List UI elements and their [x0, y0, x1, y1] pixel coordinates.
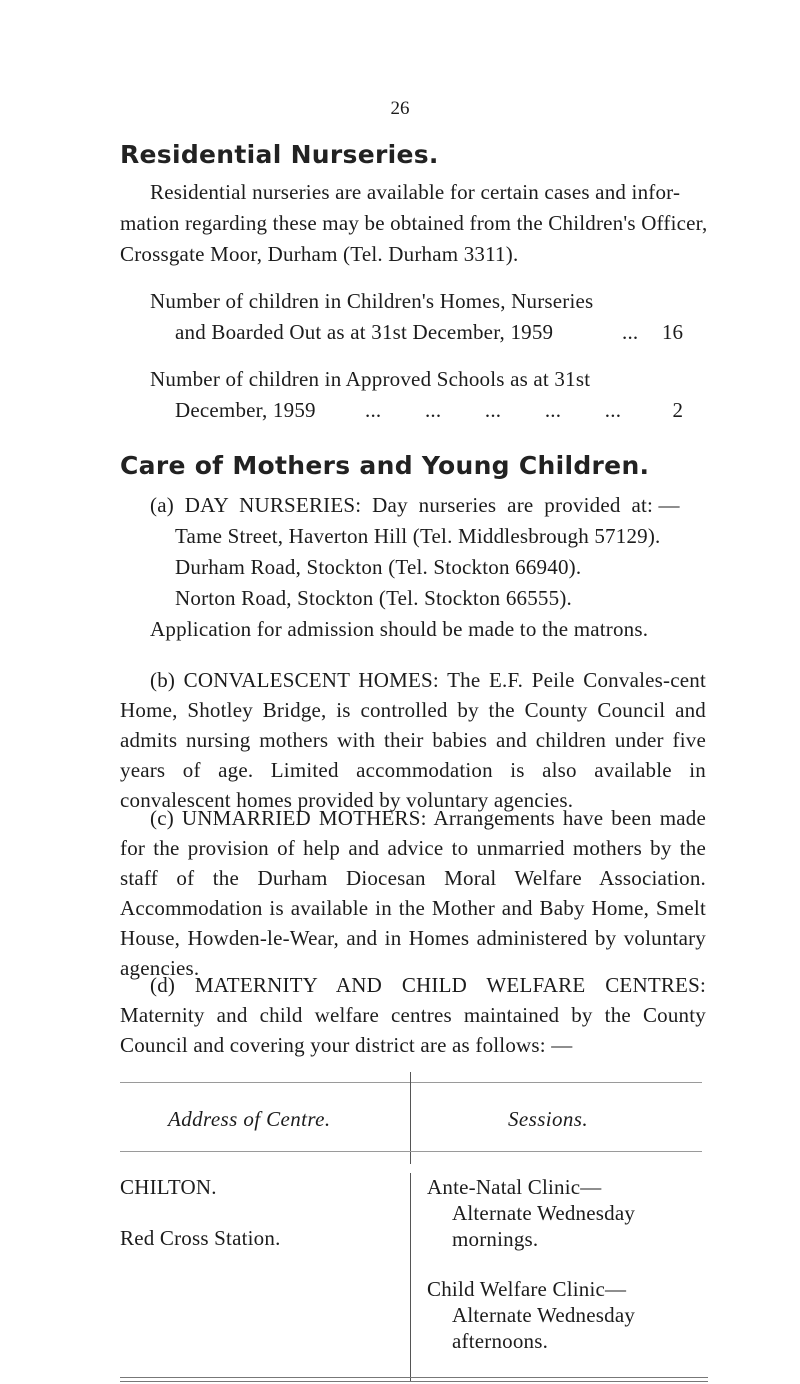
table-header-rule [120, 1151, 702, 1152]
residential-nurseries-heading: Residential Nurseries. [120, 140, 439, 169]
child-welfare-clinic-frequency: Alternate Wednesday [452, 1303, 636, 1327]
unmarried-mothers-paragraph: (c) UNMARRIED MOTHERS: Arrangements have been made for the provision of help and advice to unmarried mothers by the staff of the Durham Diocesan Moral Welfare Association. Accommodation is available in the Mother and Baby Home, Smelt House, Howden-le-Wear, and in Homes administered by voluntary agencies. [120, 806, 706, 980]
residential-intro-line-3: Crossgate Moor, Durham (Tel. Durham 3311). [120, 242, 519, 266]
table-top-rule [120, 1082, 702, 1083]
residential-intro-line-1: Residential nurseries are available for certain cases and infor- [150, 180, 681, 204]
child-welfare-clinic-label: Child Welfare Clinic— [427, 1277, 627, 1301]
stat-homes-leader-dots: ... [622, 320, 639, 344]
table-bottom-rule-2 [120, 1381, 708, 1382]
stat-homes-label-line-1: Number of children in Children's Homes, Nurseries [150, 289, 594, 313]
day-nurseries-line-1: (a) DAY NURSERIES: Day nurseries are provided at: — [150, 493, 680, 517]
day-nurseries-line-2: Tame Street, Haverton Hill (Tel. Middlesbrough 57129). [175, 524, 661, 548]
centre-address: Red Cross Station. [120, 1226, 281, 1250]
residential-intro-line-2: mation regarding these may be obtained from the Children's Officer, [120, 211, 708, 235]
column-header-address: Address of Centre. [168, 1107, 331, 1131]
convalescent-homes-paragraph: (b) CONVALESCENT HOMES: The E.F. Peile Convales-cent Home, Shotley Bridge, is controlled by the County Council and admits nursing mothers with their babies and children under five years of age. Limited accommodation is also available in convalescent homes provided by voluntary agencies. [120, 668, 706, 812]
stat-homes-label-line-2: and Boarded Out as at 31st December, 1959 [175, 320, 554, 344]
maternity-centres-paragraph: (d) MATERNITY AND CHILD WELFARE CENTRES: Maternity and child welfare centres maintained by the County Council and covering your district are as follows: — [120, 973, 706, 1057]
centre-place: CHILTON. [120, 1175, 217, 1199]
page-number: 26 [390, 98, 410, 119]
day-nurseries-line-5: Application for admission should be made to the matrons. [150, 617, 649, 641]
antenatal-clinic-label: Ante-Natal Clinic— [427, 1175, 602, 1199]
stat-homes-value: 16 [662, 320, 683, 344]
antenatal-clinic-frequency: Alternate Wednesday [452, 1201, 636, 1225]
stat-schools-label-line-1: Number of children in Approved Schools as at 31st [150, 367, 591, 391]
care-mothers-heading: Care of Mothers and Young Children. [120, 451, 650, 480]
table-body-divider [410, 1173, 411, 1381]
stat-schools-leader-dots: ... ... ... ... ... [365, 398, 622, 422]
stat-schools-label-line-2: December, 1959 [175, 398, 316, 422]
day-nurseries-line-3: Durham Road, Stockton (Tel. Stockton 66940). [175, 555, 582, 579]
table-bottom-rule-1 [120, 1377, 708, 1378]
antenatal-clinic-time: mornings. [452, 1227, 539, 1251]
day-nurseries-line-4: Norton Road, Stockton (Tel. Stockton 66555). [175, 586, 572, 610]
stat-schools-value: 2 [672, 398, 683, 422]
column-header-sessions: Sessions. [508, 1107, 589, 1131]
child-welfare-clinic-time: afternoons. [452, 1329, 549, 1353]
